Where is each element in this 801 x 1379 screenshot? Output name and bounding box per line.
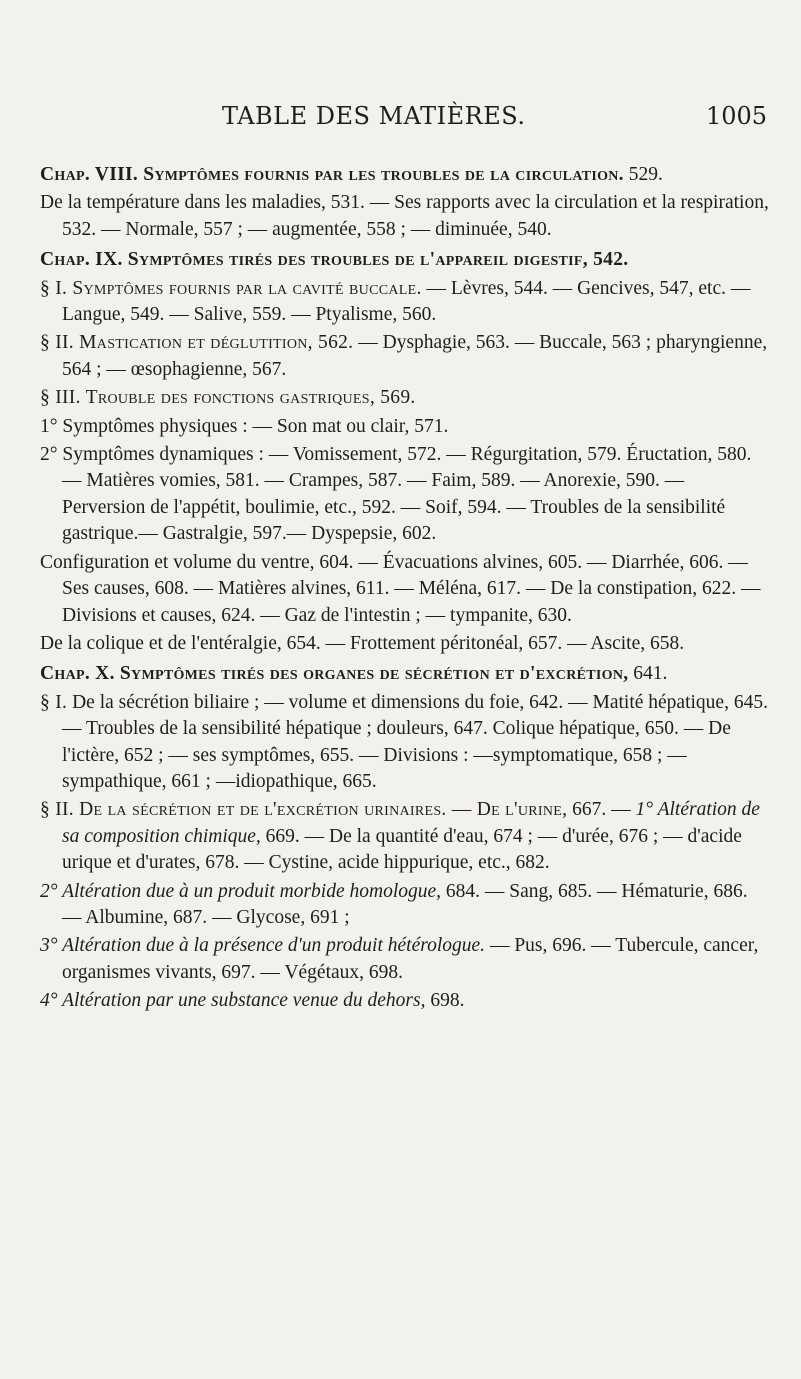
entry-text: — Lèvres, 544. — Gencives, 547, etc. — Langue, 549. — Salive, 559. — Ptyalisme, 560. (62, 277, 751, 326)
toc-entry-abdomen (40, 550, 770, 629)
section-heading: § II. Mastication et déglutition, 562. (40, 332, 354, 354)
table-of-contents (40, 162, 770, 1017)
entry-text: De la colique et de l'entéralgie, 654. — Frottement péritonéal, 657. — Ascite, 658. (40, 632, 685, 654)
toc-entry-heterologue (40, 933, 770, 986)
section-heading: § III. Trouble des fonctions gastriques, 569. (40, 387, 416, 409)
entry-text: 1° Symptômes physiques : — Son mat ou clair, 571. (40, 415, 449, 437)
entry-italic: 4° Altération par une substance venue du dehors, (40, 990, 426, 1012)
toc-entry-colic (40, 631, 770, 657)
toc-entry-chap-8 (40, 162, 770, 188)
entry-text: — Dysphagie, 563. — Buccale, 563 ; pharyngienne, 564 ; — œsophagienne, 567. (62, 332, 768, 380)
entry-italic: 1° Altération de sa composition chimique, (62, 799, 760, 847)
toc-entry-biliary (40, 690, 770, 796)
section-heading: § II. De la sécrétion et de l'excrétion urinaires. — De l'urine, (40, 799, 568, 821)
entry-tail: 669. — De la quantité d'eau, 674 ; — d'urée, 676 ; — d'acide urique et d'urates, 678. — Cystine, acide hippurique, etc., 682. (62, 825, 742, 874)
entry-tail: 684. — Sang, 685. — Hématurie, 686. — Albumine, 687. — Glycose, 691 ; (62, 880, 748, 928)
toc-entry-dynamic-symptoms (40, 442, 770, 548)
toc-entry-section-2 (40, 330, 770, 383)
toc-entry-chap-10 (40, 661, 770, 687)
section-heading: § I. Symptômes fournis par la cavité buccale. (40, 277, 422, 299)
page-header (0, 102, 801, 142)
toc-entry-homologue (40, 879, 770, 932)
toc-entry-urinary (40, 797, 770, 876)
entry-text: De la température dans les maladies, 531. — Ses rapports avec la circulation et la respiration, 532. — Normale, 557 ; — augmentée, 558 ; — diminuée, 540. (40, 192, 769, 240)
toc-entry-external (40, 988, 770, 1014)
entry-text: 667. — (567, 799, 631, 821)
entry-italic: 3° Altération due à la présence d'un produit hétérologue. (40, 935, 486, 957)
entry-text: 2° Symptômes dynamiques : — Vomissement, 572. — Régurgitation, 579. Éructation, 580. — Matières vomies, 581. — Crampes, 587. — Faim, 589. — Anorexie, 590. — Perversion de l'appétit, boulimie, etc., 592. — Soif, 594. — Troubles de la sensibilité gastrique.— Gastralgie, 597.— Dyspepsie, 602. (40, 444, 752, 545)
chapter-heading: Chap. IX. Symptômes tirés des troubles de l'appareil digestif, 542. (40, 249, 629, 271)
toc-entry-temperature (40, 190, 770, 243)
section-heading: § I. (40, 691, 68, 713)
entry-italic: 2° Altération due à un produit morbide homologue, (40, 880, 442, 902)
entry-text: 641. (628, 663, 668, 685)
entry-text: 529. (623, 164, 663, 185)
page-number: 1005 (706, 102, 768, 130)
toc-entry-section-3 (40, 385, 770, 411)
entry-tail: 698. (425, 990, 465, 1012)
chapter-heading: Chap. X. Symptômes tirés des organes de sécrétion et d'excrétion, (40, 663, 629, 685)
entry-tail: — Pus, 696. — Tubercule, cancer, organismes vivants, 697. — Végétaux, 698. (62, 935, 759, 983)
toc-entry-chap-9 (40, 247, 770, 273)
entry-text: De la sécrétion biliaire ; — volume et dimensions du foie, 642. — Matité hépatique, 645. — Troubles de la sensibilité hépatique ; douleurs, 647. Colique hépatique, 650. — De l'ictère, 652 ; — ses symptômes, 655. — Divisions : —symptomatique, 658 ; —sympathique, 661 ; —idiopathique, 665. (62, 691, 768, 792)
running-title: TABLE DES MATIÈRES. (222, 102, 526, 130)
chapter-heading: Chap. VIII. Symptômes fournis par les troubles de la circulation. (40, 164, 624, 185)
toc-entry-section-1 (40, 276, 770, 329)
toc-entry-physical-symptoms (40, 414, 770, 440)
entry-text: Configuration et volume du ventre, 604. — Évacuations alvines, 605. — Diarrhée, 606. — Ses causes, 608. — Matières alvines, 611. — Méléna, 617. — De la constipation, 622. — Divisions et causes, 624. — Gaz de l'intestin ; — tympanite, 630. (40, 551, 761, 626)
